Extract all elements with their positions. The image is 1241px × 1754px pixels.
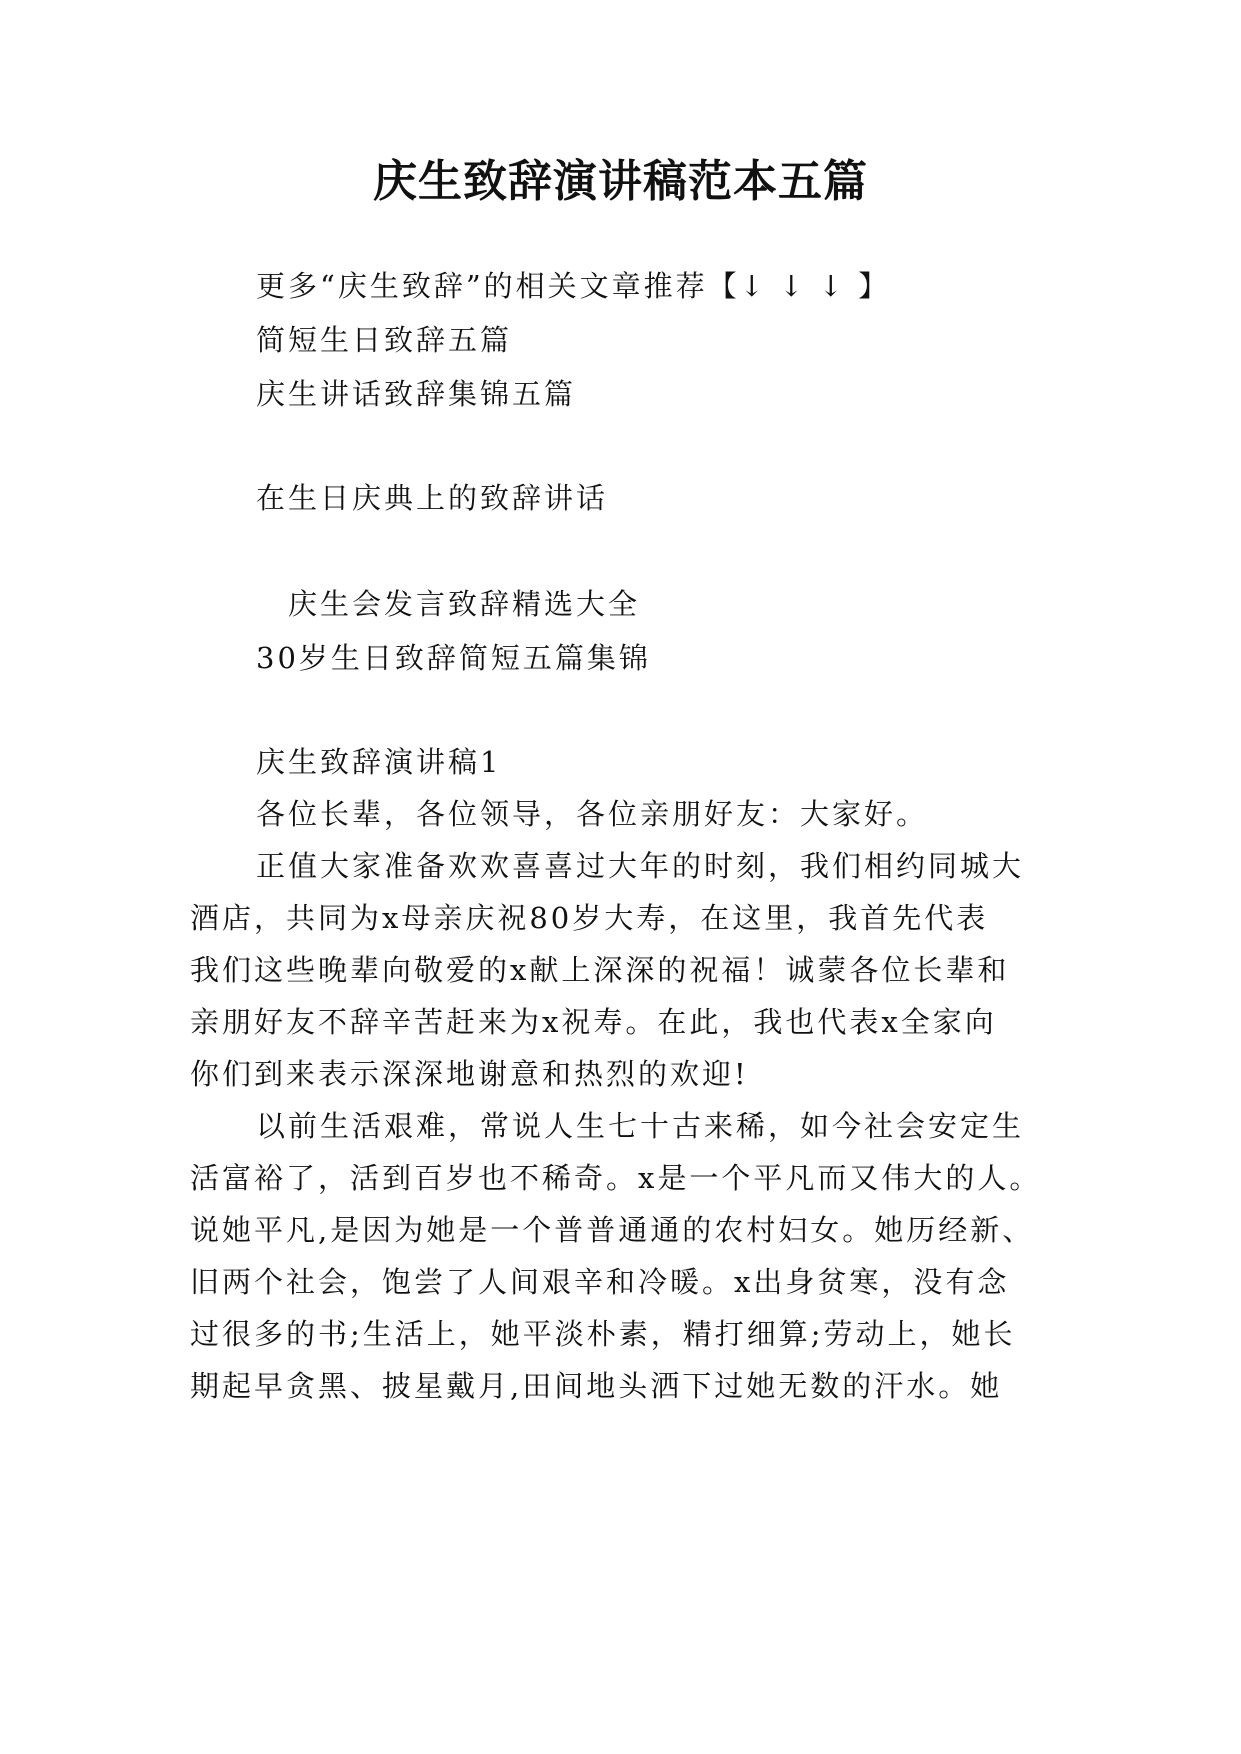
paragraph2-line: 旧两个社会，饱尝了人间艰辛和冷暖。x出身贫寒，没有念: [190, 1265, 1010, 1299]
recommend-link-2[interactable]: 庆生讲话致辞集锦五篇: [256, 377, 577, 411]
recommend-link-1[interactable]: 简短生日致辞五篇: [256, 323, 513, 357]
paragraph2-line: 活富裕了，活到百岁也不稀奇。x是一个平凡而又伟大的人。: [190, 1161, 1042, 1195]
greeting-line: 各位长辈，各位领导，各位亲朋好友：大家好。: [256, 797, 929, 831]
paragraph2-line: 说她平凡,是因为她是一个普普通通的农村妇女。她历经新、: [190, 1213, 1035, 1247]
paragraph1-line: 正值大家准备欢欢喜喜过大年的时刻，我们相约同城大: [256, 849, 1025, 883]
paragraph2-line: 期起早贪黑、披星戴月,田间地头洒下过她无数的汗水。她: [190, 1369, 1003, 1403]
recommend-link-5[interactable]: 30岁生日致辞简短五篇集锦: [256, 641, 651, 675]
section-heading: 庆生致辞演讲稿1: [256, 745, 502, 779]
paragraph1-line: 我们这些晚辈向敬爱的x献上深深的祝福！诚蒙各位长辈和: [190, 953, 1010, 987]
paragraph1-line: 酒店，共同为x母亲庆祝80岁大寿，在这里，我首先代表: [190, 901, 989, 935]
recommend-link-3[interactable]: 在生日庆典上的致辞讲话: [256, 481, 609, 515]
paragraph2-line: 以前生活艰难，常说人生七十古来稀，如今社会安定生: [256, 1109, 1025, 1143]
recommend-link-4[interactable]: 庆生会发言致辞精选大全: [288, 587, 641, 621]
paragraph1-line: 亲朋好友不辞辛苦赶来为x祝寿。在此，我也代表x全家向: [190, 1005, 997, 1039]
paragraph2-line: 过很多的书;生活上，她平淡朴素，精打细算;劳动上，她长: [190, 1317, 1016, 1351]
recommend-intro: 更多“庆生致辞”的相关文章推荐【↓ ↓ ↓ 】: [256, 269, 891, 303]
document-title: 庆生致辞演讲稿范本五篇: [373, 156, 868, 207]
paragraph1-line: 你们到来表示深深地谢意和热烈的欢迎!: [190, 1057, 749, 1091]
